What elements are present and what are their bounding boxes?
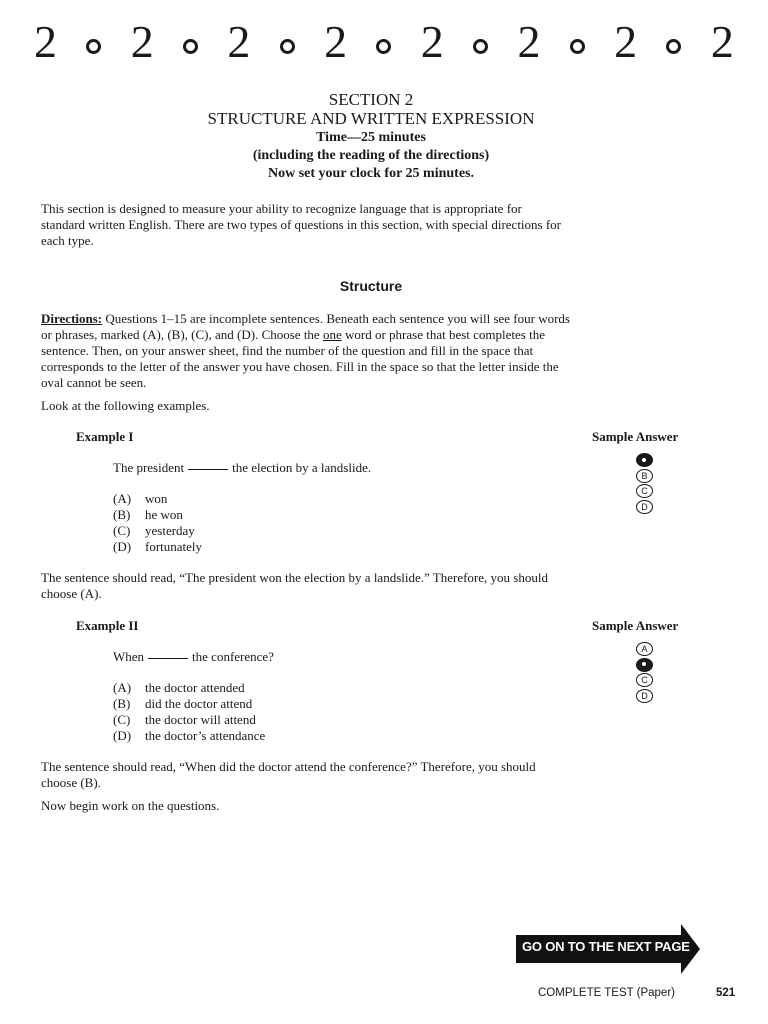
option-letter: (D) xyxy=(113,728,132,743)
answer-bubble: D xyxy=(636,689,653,703)
circle-divider-icon xyxy=(570,39,585,54)
example-1-label: Example I xyxy=(76,429,134,444)
intro-line: standard written English. There are two types of questions in this section, with special directions for xyxy=(41,217,562,232)
go-on-label: GO ON TO THE NEXT PAGE xyxy=(522,939,690,954)
answer-blank xyxy=(148,658,188,659)
example-2-options xyxy=(113,680,265,744)
circle-divider-icon xyxy=(86,39,101,54)
answer-bubble: D xyxy=(636,500,653,514)
footer-label: COMPLETE TEST (Paper) xyxy=(538,987,675,999)
answer-blank xyxy=(188,469,228,470)
directions-text: or phrases, marked (A), (B), (C), and (D). Choose the xyxy=(41,327,323,342)
clock-instruction: Now set your clock for 25 minutes. xyxy=(268,166,474,181)
directions-emphasis: one xyxy=(322,327,342,342)
section-title: SECTION 2 xyxy=(328,90,414,109)
sentence-start: When xyxy=(113,649,145,664)
begin-instruction: Now begin work on the questions. xyxy=(41,798,220,813)
section-number: 2 xyxy=(614,16,638,67)
option-text: the doctor attended xyxy=(145,680,245,695)
option xyxy=(113,539,202,555)
directions-text: corresponds to the letter of the answer you have chosen. Fill in the space so that the letter inside the xyxy=(41,359,559,374)
example-2-label: Example II xyxy=(76,618,139,633)
option-text: yesterday xyxy=(145,523,195,538)
example-1-sentence xyxy=(113,460,371,476)
section-number: 2 xyxy=(130,16,154,67)
directions-text: Questions 1–15 are incomplete sentences. Beneath each sentence you will see four words xyxy=(102,311,570,326)
sentence-end: the election by a landslide. xyxy=(232,460,372,475)
option xyxy=(113,680,265,696)
option-text: the doctor’s attendance xyxy=(145,728,266,743)
section-name: STRUCTURE AND WRITTEN EXPRESSION xyxy=(207,109,535,128)
option-letter: (B) xyxy=(113,507,131,522)
directions-text: word or phrase that best completes the xyxy=(341,327,545,342)
option xyxy=(113,728,265,744)
example-2-answer-bubbles xyxy=(636,642,656,704)
circle-divider-icon xyxy=(473,39,488,54)
option-letter: (D) xyxy=(113,539,132,554)
option xyxy=(113,491,202,507)
time-note: (including the reading of the directions) xyxy=(252,148,490,163)
example-1-options xyxy=(113,491,202,555)
directions-label: Directions: xyxy=(41,311,103,326)
intro-paragraph xyxy=(41,201,701,249)
circle-divider-icon xyxy=(280,39,295,54)
option-text: the doctor will attend xyxy=(145,712,256,727)
answer-bubble-filled xyxy=(636,658,653,672)
circle-divider-icon xyxy=(183,39,198,54)
section-number: 2 xyxy=(324,16,348,67)
option-letter: (C) xyxy=(113,712,131,727)
answer-bubble: C xyxy=(636,484,653,498)
option xyxy=(113,523,202,539)
answer-bubble: C xyxy=(636,673,653,687)
sample-answer-label: Sample Answer xyxy=(592,429,679,444)
directions-text: sentence. Then, on your answer sheet, find the number of the question and fill in the space that xyxy=(41,343,534,358)
circle-divider-icon xyxy=(376,39,391,54)
go-on-next-page-arrow xyxy=(516,924,700,974)
sentence-end: the conference? xyxy=(192,649,274,664)
sample-answer-label: Sample Answer xyxy=(592,618,679,633)
answer-bubble-filled xyxy=(636,453,653,467)
option-letter: (A) xyxy=(113,491,132,506)
option xyxy=(113,507,202,523)
section-number: 2 xyxy=(420,16,444,67)
option-letter: (C) xyxy=(113,523,131,538)
directions-paragraph xyxy=(41,311,711,391)
option-text: won xyxy=(145,491,168,506)
structure-heading: Structure xyxy=(339,278,403,294)
directions-text: oval cannot be seen. xyxy=(41,375,147,390)
option-letter: (B) xyxy=(113,696,131,711)
circle-divider-icon xyxy=(666,39,681,54)
option-letter: (A) xyxy=(113,680,132,695)
section-number: 2 xyxy=(710,16,734,67)
example-1-explanation xyxy=(41,570,701,602)
example-2-explanation xyxy=(41,759,701,791)
answer-bubble: A xyxy=(636,642,653,656)
example-1-answer-bubbles xyxy=(636,453,656,515)
example-2-sentence xyxy=(113,649,274,665)
sentence-start: The president xyxy=(113,460,185,475)
page-number: 521 xyxy=(716,987,736,999)
intro-line: each type. xyxy=(41,233,94,248)
section-number: 2 xyxy=(227,16,251,67)
option-text: he won xyxy=(145,507,183,522)
explanation-line: The sentence should read, “When did the doctor attend the conference?” Therefore, you should xyxy=(41,759,536,774)
section-number: 2 xyxy=(517,16,541,67)
explanation-line: choose (A). xyxy=(41,586,102,601)
option xyxy=(113,696,265,712)
examples-intro: Look at the following examples. xyxy=(41,398,210,413)
answer-bubble: B xyxy=(636,469,653,483)
explanation-line: choose (B). xyxy=(41,775,101,790)
option-text: did the doctor attend xyxy=(145,696,253,711)
option xyxy=(113,712,265,728)
section-number: 2 xyxy=(34,16,57,67)
section-number-band xyxy=(34,16,734,68)
explanation-line: The sentence should read, “The president won the election by a landslide.” Therefore, you should xyxy=(41,570,548,585)
option-text: fortunately xyxy=(145,539,203,554)
intro-line: This section is designed to measure your ability to recognize language that is appropriate for xyxy=(41,201,522,216)
time-limit: Time—25 minutes xyxy=(316,130,426,145)
